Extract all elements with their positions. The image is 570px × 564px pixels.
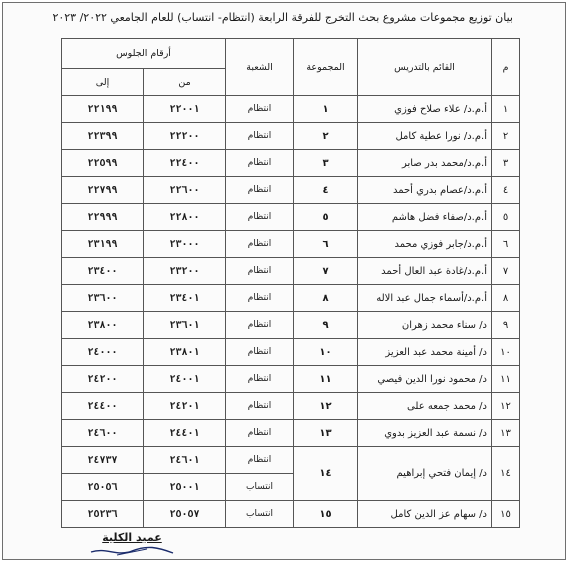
section-cell: انتظام	[226, 393, 294, 420]
seat-to-cell: ٢٥٢٣٦	[62, 501, 144, 528]
table-row	[62, 258, 520, 285]
table-row	[62, 204, 520, 231]
signature-block	[87, 531, 177, 559]
section-cell: انتساب	[226, 474, 294, 501]
seat-to-cell: ٢٤٠٠٠	[62, 339, 144, 366]
section-cell: انتظام	[226, 231, 294, 258]
table-row	[62, 420, 520, 447]
supervisor-cell: د/ سهام عز الدين كامل	[358, 501, 492, 528]
seat-from-cell: ٢٢٠٠١	[144, 96, 226, 123]
seat-to-cell: ٢٢٧٩٩	[62, 177, 144, 204]
group-cell: ١٥	[294, 501, 358, 528]
seat-from-cell: ٢٣٤٠١	[144, 285, 226, 312]
group-cell: ٥	[294, 204, 358, 231]
seat-to-cell: ٢٣٤٠٠	[62, 258, 144, 285]
seat-from-cell: ٢٤٢٠١	[144, 393, 226, 420]
seat-from-cell: ٢٤٠٠١	[144, 366, 226, 393]
section-cell: انتظام	[226, 312, 294, 339]
seat-from-cell: ٢٢٨٠٠	[144, 204, 226, 231]
group-cell: ١٠	[294, 339, 358, 366]
supervisor-cell: د/ أمينة محمد عبد العزيز	[358, 339, 492, 366]
table-row	[62, 393, 520, 420]
table-row	[62, 177, 520, 204]
seat-to-cell: ٢٤٦٠٠	[62, 420, 144, 447]
seat-to-cell: ٢٢١٩٩	[62, 96, 144, 123]
table-row	[62, 366, 520, 393]
seat-to-cell: ٢٢٥٩٩	[62, 150, 144, 177]
seat-from-cell: ٢٣٨٠١	[144, 339, 226, 366]
group-cell: ١	[294, 96, 358, 123]
group-cell: ٨	[294, 285, 358, 312]
row-index-cell: ١٤	[492, 447, 520, 501]
row-index-cell: ٨	[492, 285, 520, 312]
section-cell: انتظام	[226, 447, 294, 474]
signature-scribble	[87, 545, 177, 559]
seat-to-cell: ٢٣١٩٩	[62, 231, 144, 258]
seat-to-cell: ٢٤٤٠٠	[62, 393, 144, 420]
group-cell: ١٣	[294, 420, 358, 447]
row-index-cell: ١	[492, 96, 520, 123]
section-cell: انتظام	[226, 258, 294, 285]
section-cell: انتظام	[226, 420, 294, 447]
supervisor-cell: د/ محمد جمعه على	[358, 393, 492, 420]
seat-from-cell: ٢٢٤٠٠	[144, 150, 226, 177]
table-row	[62, 285, 520, 312]
distribution-table	[61, 38, 520, 528]
seat-from-cell: ٢٥٠٥٧	[144, 501, 226, 528]
section-cell: انتظام	[226, 177, 294, 204]
document-frame	[2, 2, 566, 560]
header-to: إلى	[62, 69, 144, 96]
seat-to-cell: ٢٤٢٠٠	[62, 366, 144, 393]
supervisor-cell: أ.م.د/عصام بدري أحمد	[358, 177, 492, 204]
row-index-cell: ٦	[492, 231, 520, 258]
group-cell: ٣	[294, 150, 358, 177]
row-index-cell: ٩	[492, 312, 520, 339]
seat-to-cell: ٢٤٧٣٧	[62, 447, 144, 474]
row-index-cell: ١١	[492, 366, 520, 393]
group-cell: ٦	[294, 231, 358, 258]
header-section: الشعبة	[226, 39, 294, 96]
seat-from-cell: ٢٥٠٠١	[144, 474, 226, 501]
section-cell: انتظام	[226, 123, 294, 150]
seat-to-cell: ٢٥٠٥٦	[62, 474, 144, 501]
page-title: بيان توزيع مجموعات مشروع بحث التخرج للفرقة الرابعة (انتظام- انتساب) للعام الجامعي ٢٠٢٢/ ٢٠٢٣	[52, 11, 513, 24]
group-cell: ٤	[294, 177, 358, 204]
seat-from-cell: ٢٣٠٠٠	[144, 231, 226, 258]
supervisor-cell: د/ سناء محمد زهران	[358, 312, 492, 339]
supervisor-cell: أ.م.د/محمد بدر صابر	[358, 150, 492, 177]
seat-to-cell: ٢٢٣٩٩	[62, 123, 144, 150]
supervisor-cell: أ.م.د/صفاء فضل هاشم	[358, 204, 492, 231]
seat-from-cell: ٢٢٦٠٠	[144, 177, 226, 204]
table-row	[62, 231, 520, 258]
section-cell: انتظام	[226, 204, 294, 231]
section-cell: انتساب	[226, 501, 294, 528]
row-index-cell: ١٥	[492, 501, 520, 528]
table-row	[62, 501, 520, 528]
row-index-cell: ٣	[492, 150, 520, 177]
row-index-cell: ٤	[492, 177, 520, 204]
seat-from-cell: ٢٤٦٠١	[144, 447, 226, 474]
header-from: من	[144, 69, 226, 96]
supervisor-cell: أ.م.د/أسماء جمال عبد الاله	[358, 285, 492, 312]
supervisor-cell: د/ نسمة عبد العزيز بدوي	[358, 420, 492, 447]
section-cell: انتظام	[226, 366, 294, 393]
group-cell: ٢	[294, 123, 358, 150]
table-row	[62, 447, 520, 474]
table-row	[62, 150, 520, 177]
seat-to-cell: ٢٢٩٩٩	[62, 204, 144, 231]
seat-from-cell: ٢٣٢٠٠	[144, 258, 226, 285]
row-index-cell: ٢	[492, 123, 520, 150]
table-row	[62, 123, 520, 150]
supervisor-cell: أ.م.د/ علاء صلاح فوزي	[358, 96, 492, 123]
signature-label: عميد الكلية	[102, 531, 162, 544]
seat-from-cell: ٢٤٤٠١	[144, 420, 226, 447]
table-row	[62, 96, 520, 123]
row-index-cell: ٧	[492, 258, 520, 285]
table-row	[62, 339, 520, 366]
group-cell: ١١	[294, 366, 358, 393]
seat-to-cell: ٢٣٦٠٠	[62, 285, 144, 312]
seat-from-cell: ٢٢٢٠٠	[144, 123, 226, 150]
group-cell: ٧	[294, 258, 358, 285]
header-index: م	[492, 39, 520, 96]
row-index-cell: ١٣	[492, 420, 520, 447]
section-cell: انتظام	[226, 150, 294, 177]
table-row	[62, 312, 520, 339]
section-cell: انتظام	[226, 285, 294, 312]
header-group: المجموعة	[294, 39, 358, 96]
supervisor-cell: د/ إيمان فتحي إبراهيم	[358, 447, 492, 501]
row-index-cell: ١٠	[492, 339, 520, 366]
row-index-cell: ٥	[492, 204, 520, 231]
group-cell: ١٢	[294, 393, 358, 420]
supervisor-cell: أ.م.د/غادة عبد العال أحمد	[358, 258, 492, 285]
row-index-cell: ١٢	[492, 393, 520, 420]
supervisor-cell: أ.م.د/ نورا عطية كامل	[358, 123, 492, 150]
section-cell: انتظام	[226, 96, 294, 123]
header-supervisor: القائم بالتدريس	[358, 39, 492, 96]
supervisor-cell: أ.م.د/جابر فوزي محمد	[358, 231, 492, 258]
header-seat-numbers: أرقام الجلوس	[62, 39, 226, 69]
supervisor-cell: د/ محمود نورا الدين فيصي	[358, 366, 492, 393]
section-cell: انتظام	[226, 339, 294, 366]
group-cell: ١٤	[294, 447, 358, 501]
seat-to-cell: ٢٣٨٠٠	[62, 312, 144, 339]
group-cell: ٩	[294, 312, 358, 339]
seat-from-cell: ٢٣٦٠١	[144, 312, 226, 339]
table-body	[62, 96, 520, 528]
